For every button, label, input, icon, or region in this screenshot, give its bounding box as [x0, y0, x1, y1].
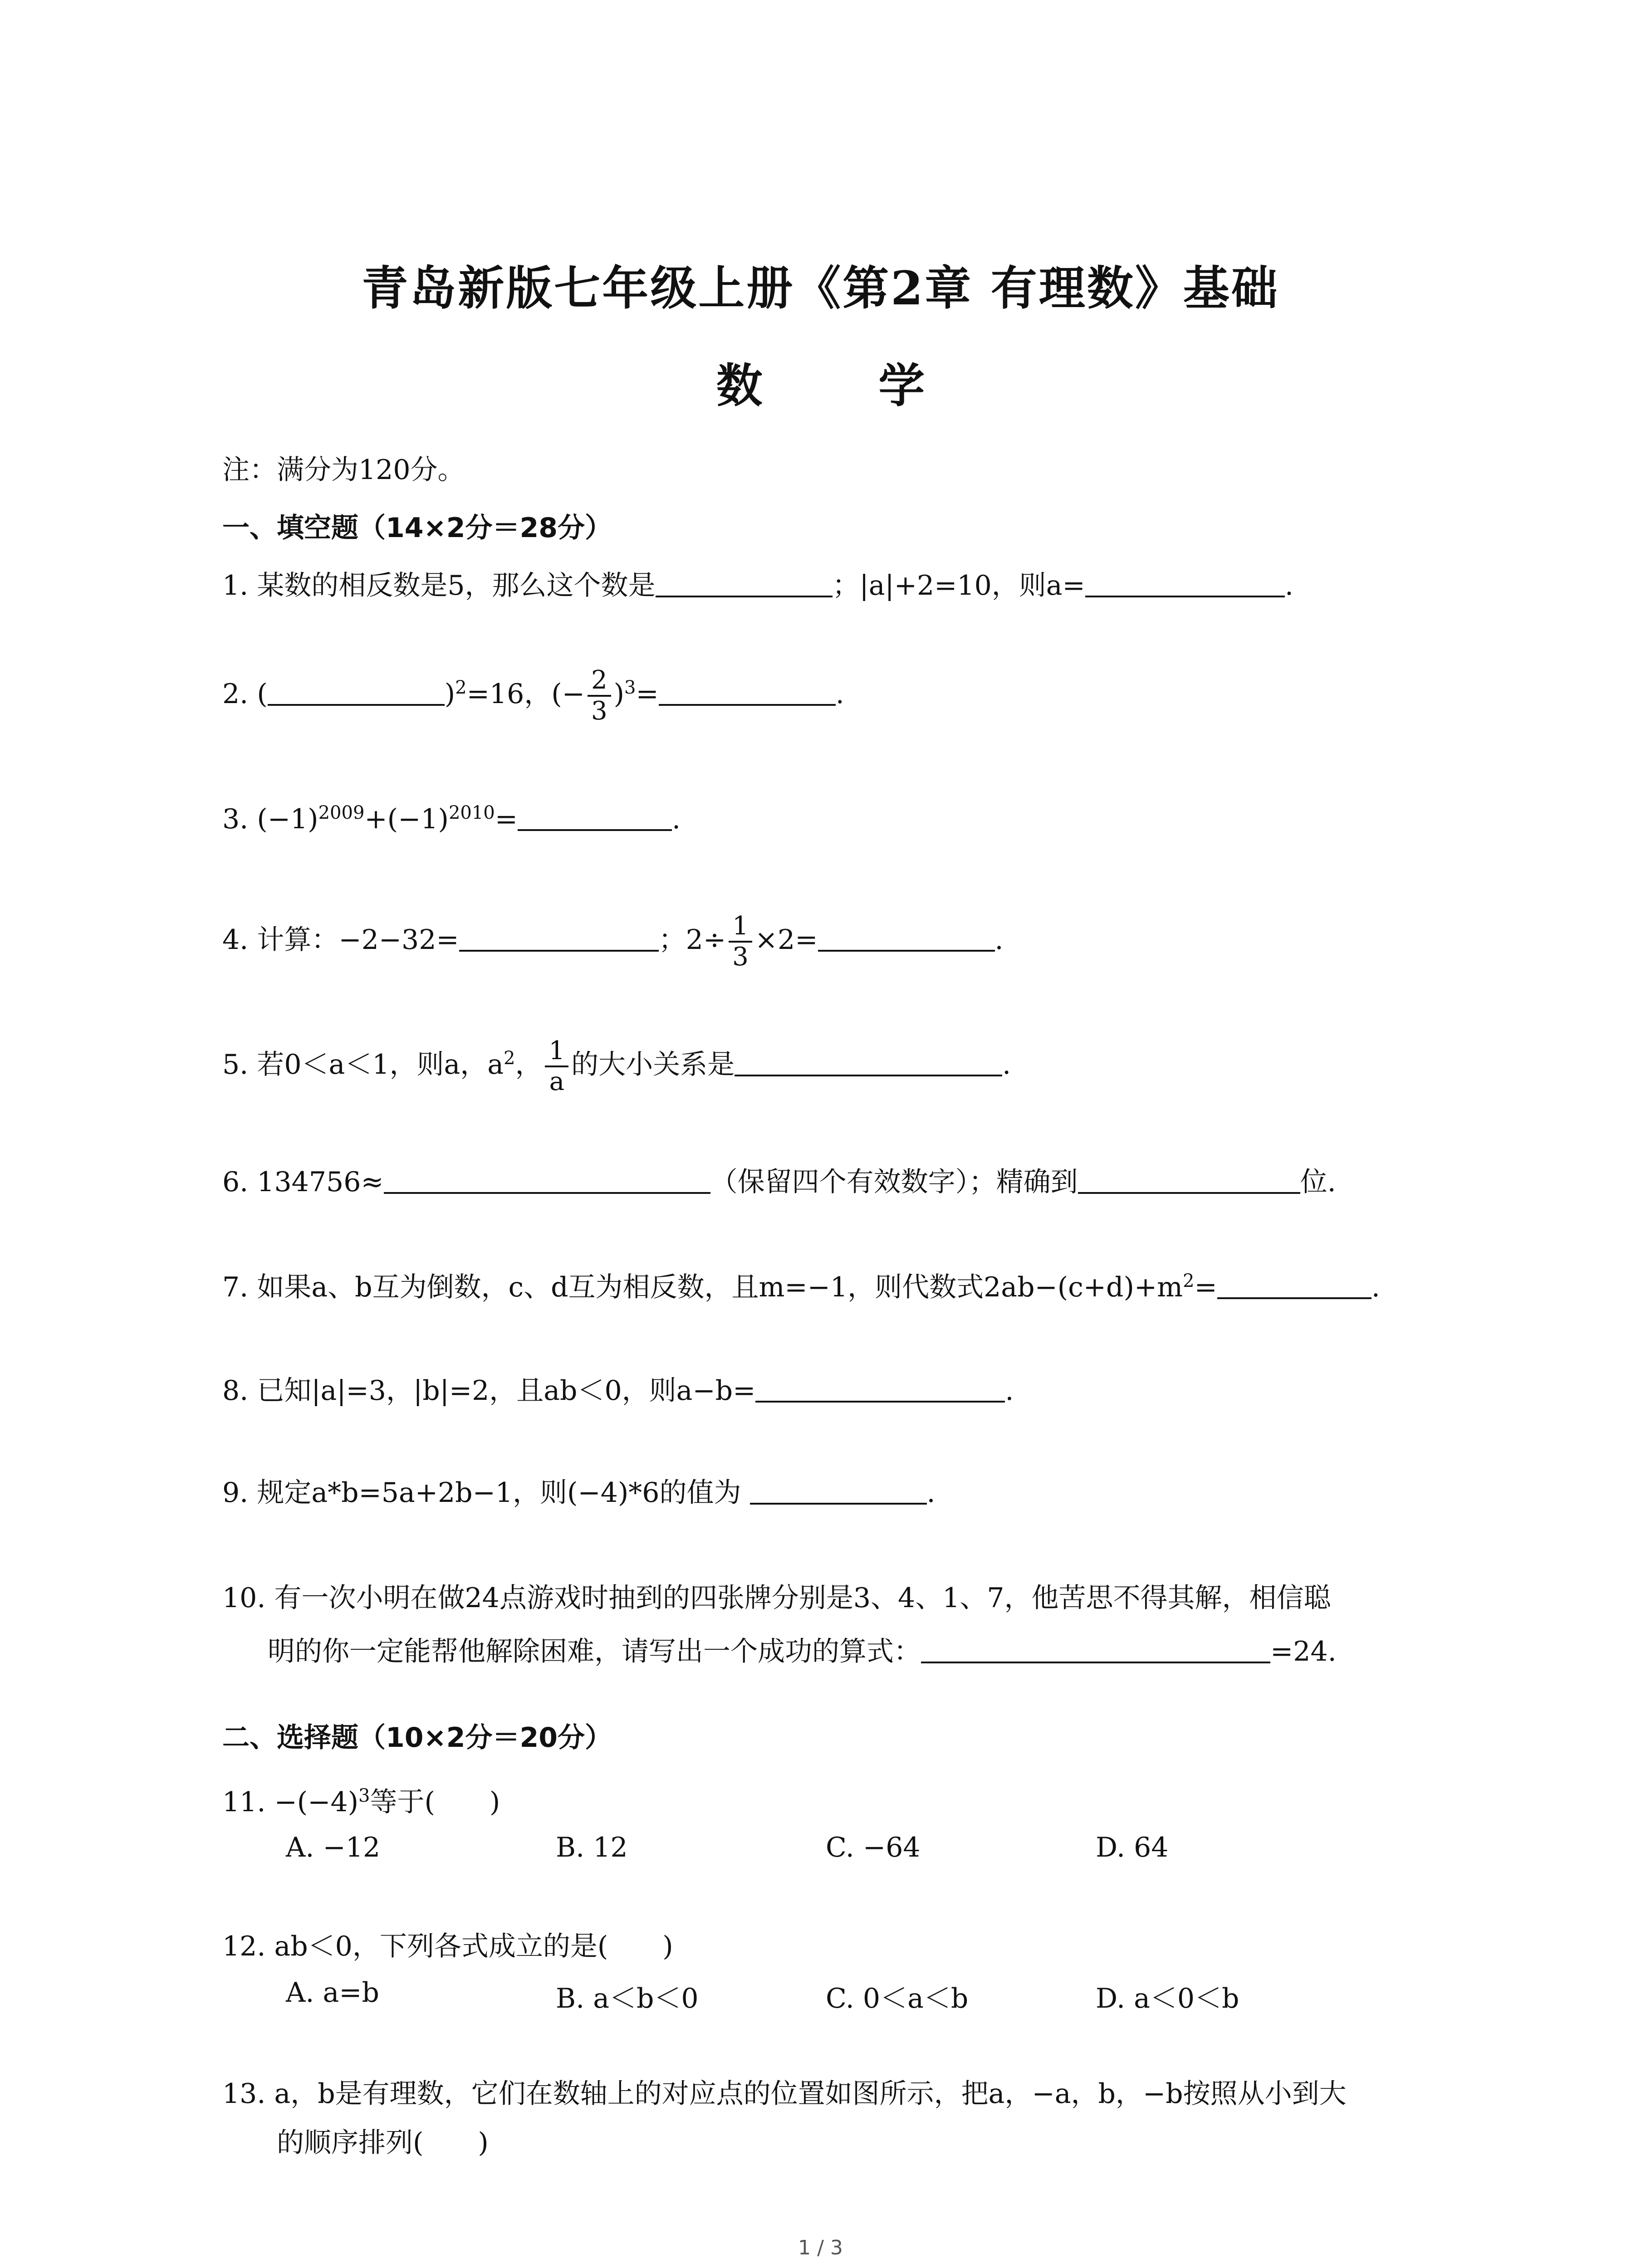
question-1: 1. 某数的相反数是5，那么这个数是 ；|a|+2=10，则a= . [222, 570, 1293, 601]
answer-blank[interactable] [268, 678, 445, 706]
q11-option-a[interactable]: A. −12 [286, 1832, 381, 1863]
section-fill-heading: 一、填空题（14×2分＝28分） [222, 512, 612, 544]
q12-option-c[interactable]: C. 0＜a＜b [826, 1983, 969, 2014]
fraction: $\frac{1}{3}$ [729, 912, 752, 972]
answer-blank[interactable] [818, 924, 995, 952]
page-number: 1 / 3 [798, 2236, 843, 2259]
question-8: 8. 已知|a|=3，|b|=2，且ab＜0，则a−b= . [222, 1375, 1014, 1407]
question-11: 11. $-(-4)^3$等于( ) [222, 1785, 500, 1818]
answer-blank[interactable] [735, 1048, 1002, 1076]
question-2: 2. ( )$^2$=16，(− $\frac{2}{3}$ )$^3$= . [222, 665, 844, 726]
q11-option-c[interactable]: C. −64 [826, 1832, 921, 1863]
fraction: $\frac{1}{a}$ [545, 1036, 568, 1097]
answer-blank[interactable] [1078, 1166, 1300, 1194]
question-13-line-2: 的顺序排列( ) [277, 2127, 489, 2159]
page-title: 青岛新版七年级上册《第2章 有理数》基础 [362, 261, 1279, 316]
answer-blank[interactable] [755, 1374, 1005, 1403]
subject-title: 数 学 [716, 359, 975, 413]
q12-option-b[interactable]: B. a＜b＜0 [556, 1983, 699, 2014]
q12-option-d[interactable]: D. a＜0＜b [1096, 1983, 1239, 2014]
question-10-line-2: 明的你一定能帮他解除困难，请写出一个成功的算式： =24. [268, 1636, 1337, 1667]
question-7: 7. 如果a、b互为倒数，c、d互为相反数，且m=−1，则代数式$2ab-(c+d)+m^2=$ . [222, 1271, 1380, 1303]
answer-blank[interactable] [1217, 1271, 1372, 1299]
answer-blank[interactable] [518, 803, 672, 831]
question-10-line-1: 10. 有一次小明在做24点游戏时抽到的四张牌分别是3、4、1、7，他苦思不得其解，相信聪 [222, 1582, 1331, 1614]
section-choice-heading: 二、选择题（10×2分＝20分） [222, 1722, 612, 1754]
question-12: 12. ab＜0，下列各式成立的是( ) [222, 1931, 673, 1962]
answer-blank[interactable] [750, 1476, 927, 1505]
answer-blank[interactable] [1085, 569, 1285, 597]
score-note: 注：满分为120分。 [222, 454, 465, 486]
answer-blank[interactable] [384, 1166, 710, 1194]
question-4: 4. 计算：−2−32= ；2÷ $\frac{1}{3}$ ×2= . [222, 911, 1004, 972]
question-5: 5. 若0＜a＜1，则a，$a^2$， $\frac{1}{a}$ 的大小关系是 . [222, 1036, 1011, 1097]
answer-blank[interactable] [659, 678, 836, 706]
fraction: $\frac{2}{3}$ [588, 666, 611, 726]
question-3: 3. $(-1)^{2009}+(-1)^{2010}=$ . [222, 802, 681, 835]
q12-option-a[interactable]: A. a=b [286, 1977, 379, 2009]
q11-option-b[interactable]: B. 12 [556, 1832, 628, 1863]
answer-blank[interactable] [656, 569, 833, 597]
question-6: 6. 134756≈ （保留四个有效数字）；精确到 位. [222, 1166, 1336, 1198]
answer-blank[interactable] [459, 924, 659, 952]
question-9: 9. 规定a*b=5a+2b−1，则(−4)*6的值为 . [222, 1477, 936, 1509]
question-13-line-1: 13. a，b是有理数，它们在数轴上的对应点的位置如图所示，把a，−a，b，−b按照从小到大 [222, 2078, 1347, 2110]
answer-blank[interactable] [921, 1635, 1270, 1663]
q11-option-d[interactable]: D. 64 [1096, 1832, 1169, 1863]
